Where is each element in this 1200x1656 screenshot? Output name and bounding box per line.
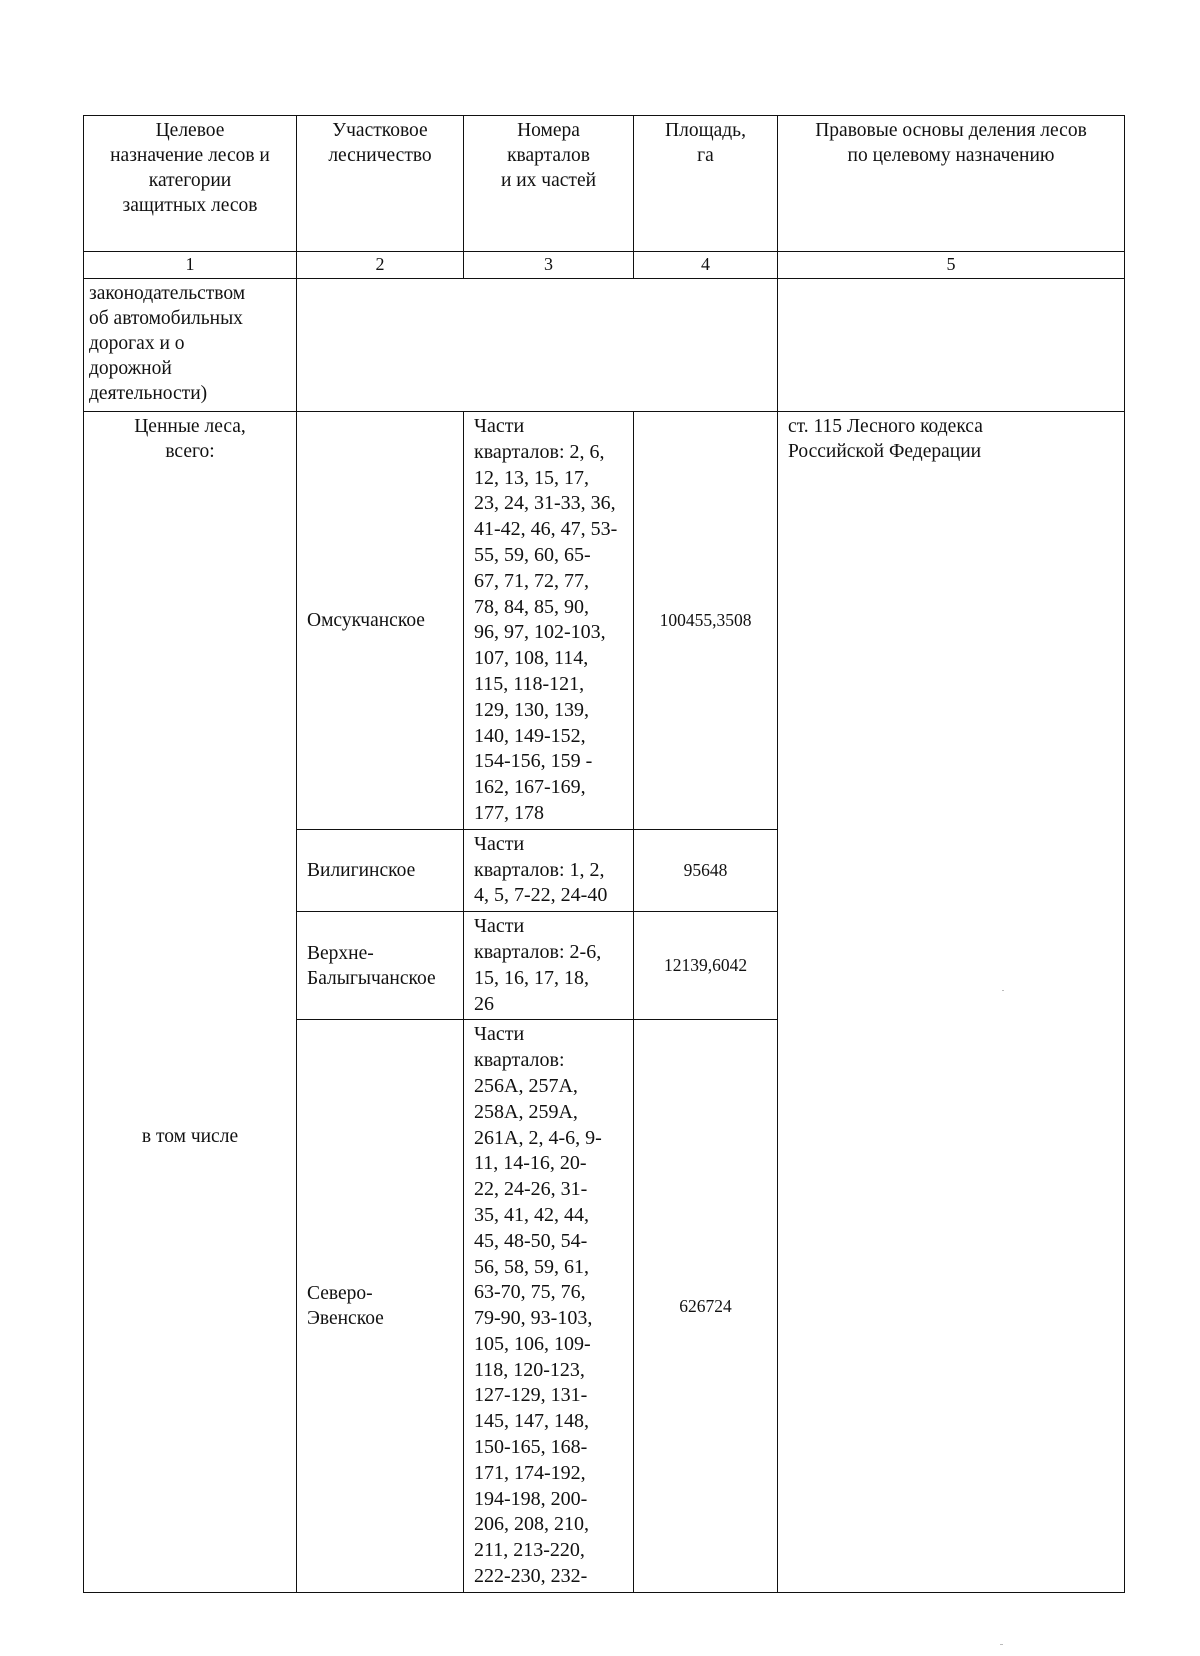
area-value: 100455,3508 xyxy=(634,412,778,830)
header-forestry: Участковое лесничество xyxy=(297,116,464,252)
forestry-name: Верхне- Балыгычанское xyxy=(297,912,464,1020)
header-legal-basis: Правовые основы деления лесов по целевому назначению xyxy=(778,116,1125,252)
forest-purpose-table xyxy=(83,115,1125,1593)
forestry-name: Северо- Эвенское xyxy=(297,1020,464,1593)
group-cell xyxy=(84,412,297,1593)
table-header-row xyxy=(84,116,1125,252)
group-title: Ценные леса, всего: xyxy=(134,416,246,462)
group-subtitle: в том числе xyxy=(141,1126,239,1147)
header-area: Площадь, га xyxy=(634,116,778,252)
table-row xyxy=(84,412,1125,830)
quarter-numbers: Части кварталов: 256А, 257А, 258А, 259А, 261А, 2, 4-6, 9- 11, 14-16, 20- 22, 24-26, 31- 35, 41, 42, 44, 45, 48-50, 54- 56, 58, 59, 61, 63-70, 75, 76, 79-90, 93-103, 105, 106, 109- 118, 120-123, 127-129, 131- 145, 147, 148, 150-165, 168- 171, 174-192, 194-198, 200- 206, 208, 210, 211, 213-220, 222-230, 232- xyxy=(464,1020,634,1593)
header-purpose: Целевое назначение лесов и категории защитных лесов xyxy=(84,116,297,252)
column-number: 3 xyxy=(464,252,634,279)
area-value: 626724 xyxy=(634,1020,778,1593)
empty-cell xyxy=(778,279,1125,412)
quarter-numbers: Части кварталов: 1, 2, 4, 5, 7-22, 24-40 xyxy=(464,829,634,911)
column-number: 1 xyxy=(84,252,297,279)
column-number: 5 xyxy=(778,252,1125,279)
scan-speck xyxy=(1000,1644,1003,1645)
area-value: 95648 xyxy=(634,829,778,911)
column-number-row xyxy=(84,252,1125,279)
legal-basis: ст. 115 Лесного кодекса Российской Федерации xyxy=(778,412,1125,1593)
area-value: 12139,6042 xyxy=(634,912,778,1020)
empty-cell xyxy=(297,279,778,412)
forestry-name: Омсукчанское xyxy=(297,412,464,830)
column-number: 4 xyxy=(634,252,778,279)
quarter-numbers: Части кварталов: 2, 6, 12, 13, 15, 17, 23, 24, 31-33, 36, 41-42, 46, 47, 53- 55, 59, 60, 65- 67, 71, 72, 77, 78, 84, 85, 90, 96, 97, 102-103, 107, 108, 114, 115, 118-121, 129, 130, 139, 140, 149-152, 154-156, 159 - 162, 167-169, 177, 178 xyxy=(464,412,634,830)
forestry-name: Вилигинское xyxy=(297,829,464,911)
quarter-numbers: Части кварталов: 2-6, 15, 16, 17, 18, 26 xyxy=(464,912,634,1020)
scan-speck xyxy=(1002,990,1004,991)
header-quarters: Номера кварталов и их частей xyxy=(464,116,634,252)
continuation-row xyxy=(84,279,1125,412)
continued-text: законодательством об автомобильных дорогах и о дорожной деятельности) xyxy=(84,279,297,412)
column-number: 2 xyxy=(297,252,464,279)
